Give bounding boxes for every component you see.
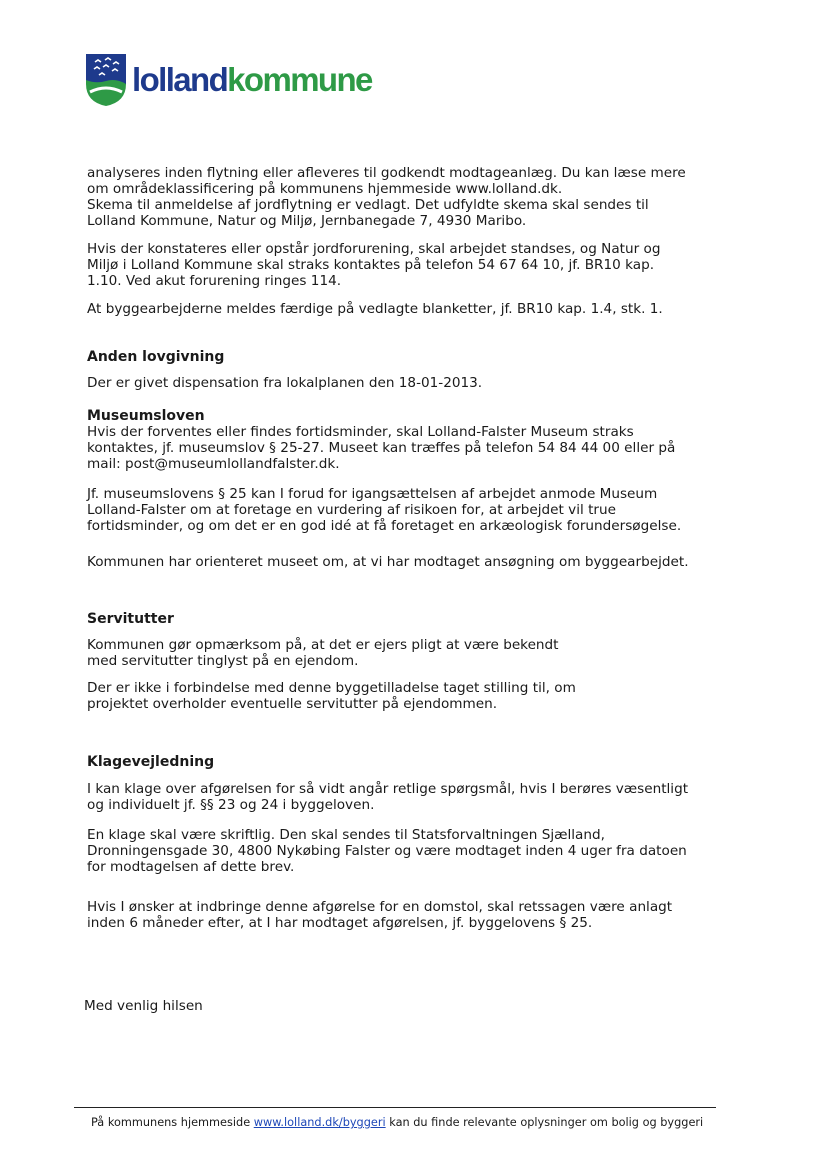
footer-text-after: kan du finde relevante oplysninger om bolig og byggeri — [385, 1116, 704, 1129]
text-line: 1.10. Ved akut forurening ringes 114. — [87, 273, 342, 289]
text-line: Dronningensgade 30, 4800 Nykøbing Falster og være modtaget inden 4 uger fra datoen — [87, 843, 687, 859]
section-anden-lovgivning — [87, 349, 727, 365]
intro-paragraph-3 — [87, 301, 727, 317]
intro-paragraph-1 — [87, 165, 727, 229]
footer-text-before: På kommunens hjemmeside — [91, 1116, 254, 1129]
section-heading: Servitutter — [87, 611, 174, 627]
servitutter-paragraph-2 — [87, 680, 727, 712]
text-line: Der er givet dispensation fra lokalplanen den 18-01-2013. — [87, 375, 483, 391]
text-line: mail: post@museumlollandfalster.dk. — [87, 456, 340, 472]
section-heading: Anden lovgivning — [87, 349, 225, 365]
klage-paragraph-1 — [87, 781, 727, 813]
klage-paragraph-2 — [87, 827, 727, 875]
klage-paragraph-3 — [87, 899, 727, 931]
text-line: inden 6 måneder efter, at I har modtaget afgørelsen, jf. byggelovens § 25. — [87, 915, 593, 931]
anden-paragraph — [87, 375, 727, 391]
text-line: kontaktes, jf. museumslov § 25-27. Museet kan træffes på telefon 54 84 44 00 eller på — [87, 440, 676, 456]
text-line: analyseres inden flytning eller afleveres til godkendt modtageanlæg. Du kan læse mere — [87, 165, 686, 181]
section-klagevejledning — [87, 754, 727, 770]
closing — [84, 998, 724, 1014]
text-line: med servitutter tinglyst på en ejendom. — [87, 653, 359, 669]
text-line: for modtagelsen af dette brev. — [87, 859, 295, 875]
text-line: om områdeklassificering på kommunens hjemmeside www.lolland.dk. — [87, 181, 563, 197]
text-line: Miljø i Lolland Kommune skal straks kontaktes på telefon 54 67 64 10, jf. BR10 kap. — [87, 257, 655, 273]
lolland-kommune-logo — [86, 54, 386, 106]
municipal-shield-icon — [86, 54, 126, 106]
logo-wordmark: lollandkommune — [132, 61, 372, 98]
servitutter-paragraph-1 — [87, 637, 727, 669]
museum-paragraph-3 — [87, 554, 727, 570]
text-line: At byggearbejderne meldes færdige på vedlagte blanketter, jf. BR10 kap. 1.4, stk. 1. — [87, 301, 663, 317]
text-line: Jf. museumslovens § 25 kan I forud for igangsættelsen af arbejdet anmode Museum — [87, 486, 658, 502]
intro-paragraph-2 — [87, 241, 727, 289]
museum-paragraph-2 — [87, 486, 727, 534]
text-line: Lolland-Falster om at foretage en vurdering af risikoen for, at arbejdet vil true — [87, 502, 617, 518]
text-line: Kommunen har orienteret museet om, at vi har modtaget ansøgning om byggearbejdet. — [87, 554, 689, 570]
byggeri-link[interactable]: www.lolland.dk/byggeri — [253, 1116, 386, 1129]
section-museumsloven — [87, 408, 727, 472]
text-line: Hvis I ønsker at indbringe denne afgørelse for en domstol, skal retssagen være anlagt — [87, 899, 673, 915]
text-line: Hvis der konstateres eller opstår jordforurening, skal arbejdet standses, og Natur og — [87, 241, 661, 257]
text-line: Lolland Kommune, Natur og Miljø, Jernbanegade 7, 4930 Maribo. — [87, 213, 527, 229]
text-line: Skema til anmeldelse af jordflytning er vedlagt. Det udfyldte skema skal sendes til — [87, 197, 649, 213]
section-servitutter — [87, 611, 727, 627]
closing-text: Med venlig hilsen — [84, 998, 203, 1014]
section-heading: Museumsloven — [87, 408, 205, 424]
page-footer — [91, 1116, 703, 1129]
text-line: I kan klage over afgørelsen for så vidt angår retlige spørgsmål, hvis I berøres væsentligt — [87, 781, 689, 797]
text-line: Hvis der forventes eller findes fortidsminder, skal Lolland-Falster Museum straks — [87, 424, 634, 440]
text-line: og individuelt jf. §§ 23 og 24 i byggeloven. — [87, 797, 375, 813]
text-line: fortidsminder, og om det er en god idé at få foretaget en arkæologisk forundersøgelse. — [87, 518, 682, 534]
text-line: Kommunen gør opmærksom på, at det er ejers pligt at være bekendt — [87, 637, 559, 653]
footer-divider — [74, 1107, 716, 1108]
text-line: En klage skal være skriftlig. Den skal sendes til Statsforvaltningen Sjælland, — [87, 827, 605, 843]
text-line: projektet overholder eventuelle servitutter på ejendommen. — [87, 696, 498, 712]
text-line: Der er ikke i forbindelse med denne byggetilladelse taget stilling til, om — [87, 680, 576, 696]
section-heading: Klagevejledning — [87, 754, 215, 770]
